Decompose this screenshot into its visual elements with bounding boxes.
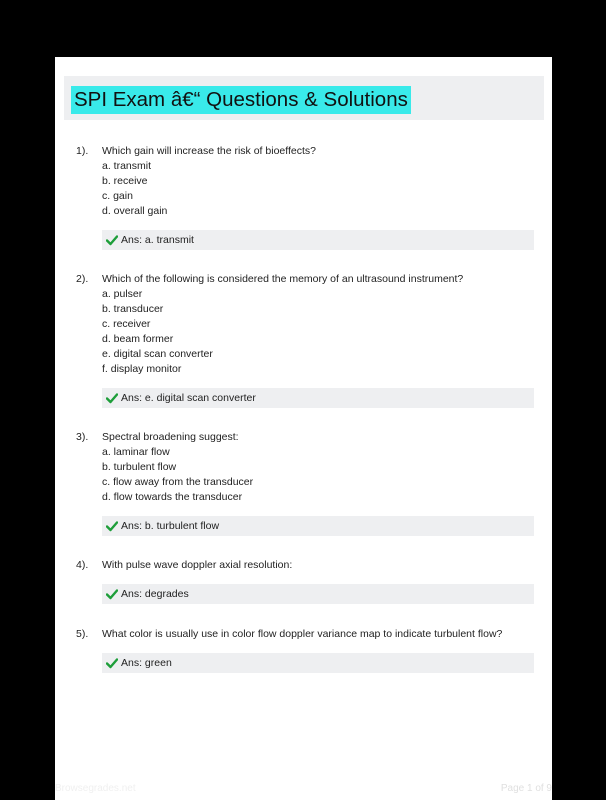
option: f. display monitor [102, 363, 182, 375]
options-list [102, 287, 213, 377]
answer-box [102, 388, 534, 408]
page-title: SPI Exam â€“ Questions & Solutions [71, 86, 411, 114]
check-icon [106, 656, 118, 670]
option: c. gain [102, 190, 133, 202]
check-icon [106, 391, 118, 405]
option: a. laminar flow [102, 446, 170, 458]
answer-text: Ans: b. turbulent flow [121, 520, 220, 532]
question-text: What color is usually use in color flow doppler variance map to indicate turbulent flow? [102, 628, 503, 640]
option: e. digital scan converter [102, 348, 213, 360]
document-page [55, 57, 552, 800]
option: c. flow away from the transducer [102, 476, 254, 488]
option: d. flow towards the transducer [102, 491, 243, 503]
options-list [102, 159, 167, 219]
option: b. turbulent flow [102, 461, 177, 473]
option: d. beam former [102, 333, 174, 345]
question-text: Which of the following is considered the memory of an ultrasound instrument? [102, 273, 464, 285]
options-list [102, 445, 253, 505]
option: b. receive [102, 175, 148, 187]
question-number: 4). [76, 559, 89, 571]
option: b. transducer [102, 303, 164, 315]
footer-watermark: Browsegrades.net [55, 783, 136, 794]
option: d. overall gain [102, 205, 168, 217]
answer-text: Ans: green [121, 657, 172, 669]
answer-box [102, 653, 534, 673]
answer-text: Ans: a. transmit [121, 234, 194, 246]
option: a. transmit [102, 160, 152, 172]
check-icon [106, 233, 118, 247]
answer-box [102, 230, 534, 250]
question-text: Spectral broadening suggest: [102, 431, 239, 443]
option: a. pulser [102, 288, 143, 300]
check-icon [106, 519, 118, 533]
page-number: Page 1 of 9 [500, 783, 552, 794]
check-icon [106, 587, 118, 601]
question-text: With pulse wave doppler axial resolution: [102, 559, 293, 571]
question-number: 2). [76, 273, 89, 285]
answer-text: Ans: e. digital scan converter [121, 392, 256, 404]
answer-box [102, 584, 534, 604]
question-text: Which gain will increase the risk of bioeffects? [102, 145, 316, 157]
question-number: 1). [76, 145, 89, 157]
question-number: 3). [76, 431, 89, 443]
answer-box [102, 516, 534, 536]
answer-text: Ans: degrades [121, 588, 189, 600]
question-number: 5). [76, 628, 89, 640]
option: c. receiver [102, 318, 151, 330]
